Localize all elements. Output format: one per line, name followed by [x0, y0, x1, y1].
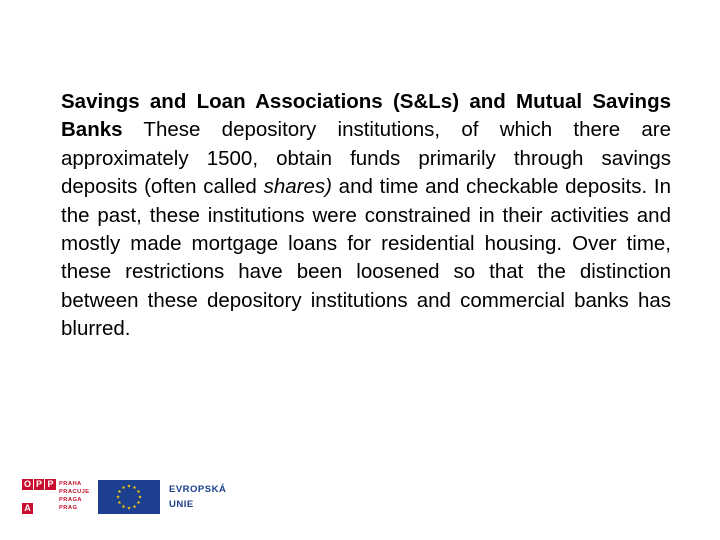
praha-line: PRAHA	[59, 481, 82, 487]
eu-flag-icon	[98, 480, 160, 514]
eu-label-line: EVROPSKÁ	[169, 484, 227, 495]
body-paragraph	[61, 88, 671, 344]
oppa-letter-p2: P	[45, 479, 56, 490]
italic-term: shares)	[263, 175, 332, 199]
eu-label-line: UNIE	[169, 499, 194, 510]
paragraph-heading: Savings and Loan Associations (S&Ls) and Mutual Savings Banks	[61, 90, 671, 142]
praha-line: PRAGA	[59, 497, 82, 503]
oppa-blank-cell	[22, 491, 33, 502]
oppa-letter-o: O	[23, 479, 31, 489]
paragraph-text-part2: and time and checkable deposits. In the past, these institutions were constrained in their activities and mostly made mortgage loans for residential housing. Over time, these restrictions have been loosened so that the distinction between these depository institutions and commercial banks has blurred.	[61, 175, 671, 341]
oppa-letter-p1: P	[35, 479, 42, 489]
oppa-logo	[22, 479, 56, 514]
praha-line: PRAG	[59, 505, 78, 511]
praha-text-block	[59, 480, 91, 512]
praha-line: PRACUJE	[59, 489, 90, 495]
oppa-blank-cell	[34, 503, 56, 514]
eu-text-block	[169, 482, 239, 512]
oppa-letter-a: A	[22, 503, 33, 514]
oppa-blank-cell	[34, 491, 56, 502]
paragraph-text-part1: These depository institutions, of which there are approximately 1500, obtain funds primarily through savings deposits (often called	[61, 118, 671, 199]
